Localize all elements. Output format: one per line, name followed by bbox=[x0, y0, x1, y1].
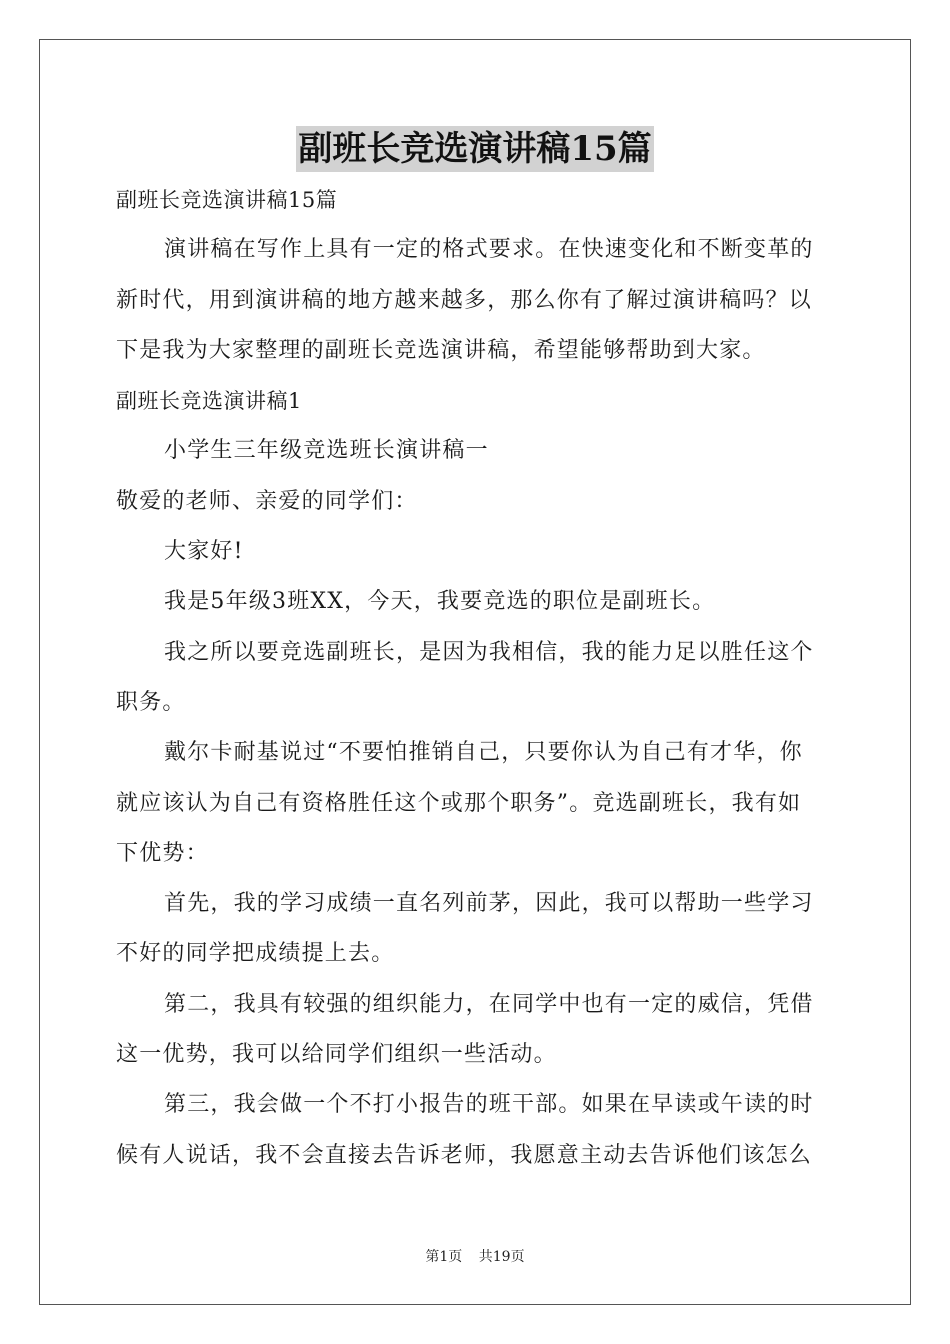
title-container bbox=[0, 126, 950, 172]
paragraph-line: 我是5年级3班XX，今天，我要竞选的职位是副班长。 bbox=[164, 589, 716, 615]
page-footer bbox=[0, 1246, 950, 1266]
paragraph-line: 小学生三年级竞选班长演讲稿一 bbox=[164, 438, 489, 464]
section-heading: 副班长竞选演讲稿1 bbox=[116, 389, 302, 414]
document-body bbox=[116, 175, 834, 1181]
paragraph-line: 职务。 bbox=[116, 689, 186, 715]
subtitle-line: 副班长竞选演讲稿15篇 bbox=[116, 188, 338, 212]
paragraph-line: 大家好! bbox=[164, 539, 244, 565]
document-title: 副班长竞选演讲稿15篇 bbox=[296, 126, 653, 172]
paragraph-line: 演讲稿在写作上具有一定的格式要求。在快速变化和不断变革的 bbox=[164, 237, 814, 263]
paragraph-line: 敬爱的老师、亲爱的同学们： bbox=[116, 488, 418, 514]
paragraph-line: 新时代，用到演讲稿的地方越来越多，那么你有了解过演讲稿吗？以 bbox=[116, 287, 813, 313]
paragraph-line: 第三，我会做一个不打小报告的班干部。如果在早读或午读的时 bbox=[164, 1092, 814, 1118]
paragraph-line: 首先，我的学习成绩一直名列前茅，因此，我可以帮助一些学习 bbox=[164, 891, 814, 917]
page-number: 第1页 bbox=[425, 1249, 463, 1265]
paragraph-line: 就应该认为自己有资格胜任这个或那个职务”。竞选副班长，我有如 bbox=[116, 790, 802, 816]
paragraph-line: 下是我为大家整理的副班长竞选演讲稿，希望能够帮助到大家。 bbox=[116, 337, 766, 363]
paragraph-line: 第二，我具有较强的组织能力，在同学中也有一定的威信，凭借 bbox=[164, 991, 814, 1017]
paragraph-line: 下优势： bbox=[116, 840, 209, 866]
paragraph-line: 戴尔卡耐基说过“不要怕推销自己，只要你认为自己有才华，你 bbox=[164, 740, 803, 766]
paragraph-line: 这一优势，我可以给同学们组织一些活动。 bbox=[116, 1042, 557, 1068]
paragraph-line: 我之所以要竞选副班长，是因为我相信，我的能力足以胜任这个 bbox=[164, 639, 814, 665]
paragraph-line: 候有人说话，我不会直接去告诉老师，我愿意主动去告诉他们该怎么 bbox=[116, 1142, 813, 1168]
page-total: 共19页 bbox=[478, 1249, 525, 1265]
paragraph-line: 不好的同学把成绩提上去。 bbox=[116, 941, 395, 967]
